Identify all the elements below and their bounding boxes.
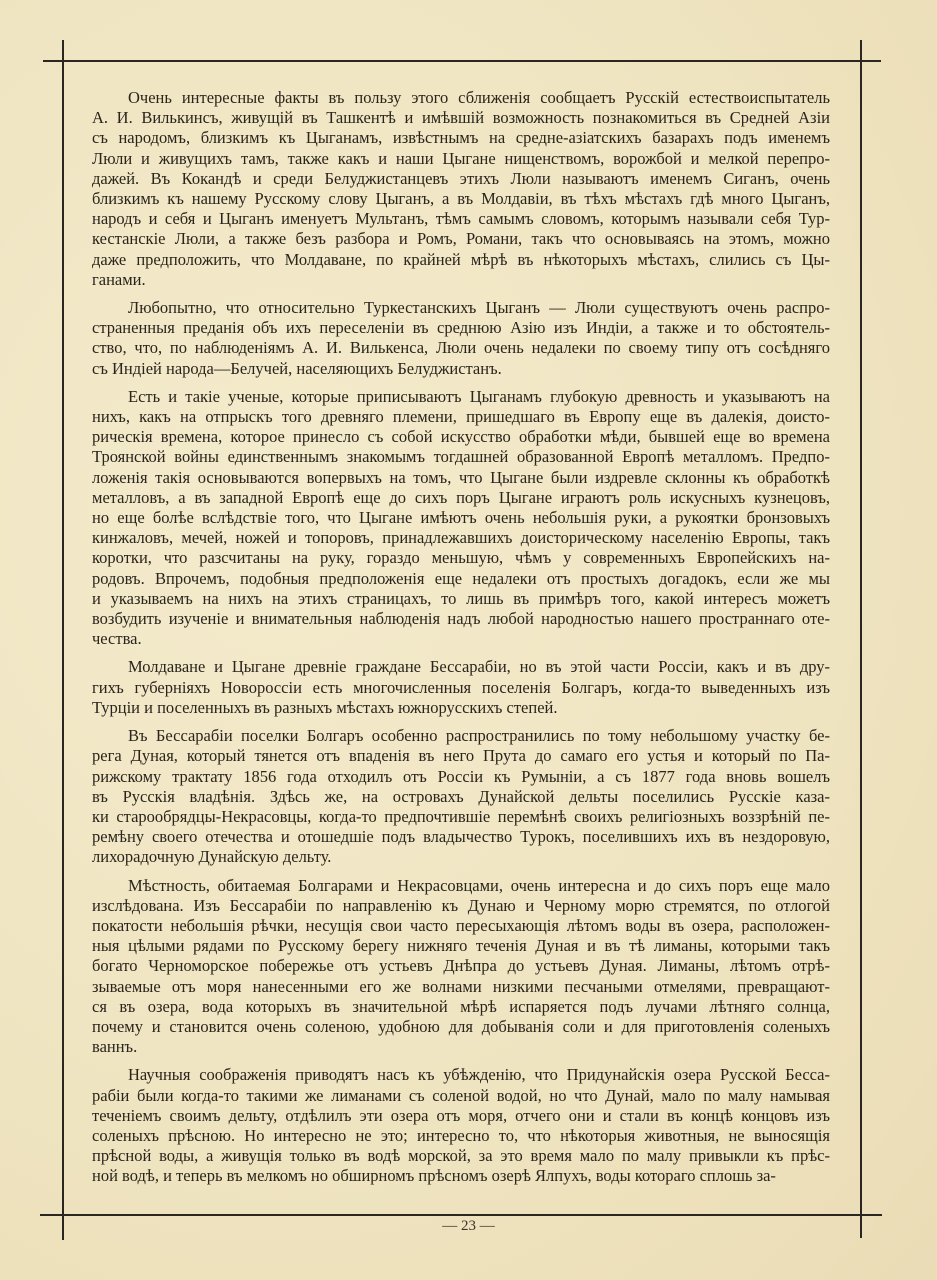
text-line: теченіемъ своимъ дельту, отдѣлилъ эти озера отъ моря, отчего они и стали въ концѣ концовъ изъ — [92, 1105, 830, 1125]
text-line: рижскому трактату 1856 года отходилъ отъ Россіи къ Румыніи, а съ 1877 года вновь вошелъ — [92, 766, 830, 786]
text-line: прѣсной воды, а живущія только въ водѣ морской, за это время мало по малу привыкли къ прѣс- — [92, 1146, 830, 1166]
text-line: Любопытно, что относительно Туркестанскихъ Цыганъ — Люли существуютъ очень распро- — [128, 298, 830, 318]
paragraph — [92, 298, 830, 379]
text-line: покатости небольшія рѣчки, несущія свои часто пересыхающія лѣтомъ воды въ озера, расположен- — [92, 915, 830, 935]
text-line: соленыхъ прѣсною. Но интересно не это; интересно то, что нѣкоторыя животныя, не выносящія — [92, 1125, 830, 1145]
text-line: ки старообрядцы-Некрасовцы, когда-то предпочтившіе перемѣнѣ своихъ религіозныхъ воззрѣній пе- — [92, 806, 830, 826]
text-line: ваннъ. — [92, 1037, 138, 1057]
text-line: Турціи и поселенныхъ въ разныхъ мѣстахъ южнорусскихъ степей. — [92, 697, 558, 717]
text-line: Очень интересные факты въ пользу этого сближенія сообщаетъ Русскій естествоиспытатель — [128, 88, 830, 107]
text-line: Есть и такіе ученые, которые приписываютъ Цыганамъ глубокую древность и указываютъ на — [128, 386, 830, 406]
text-line: но еще болѣе вслѣдствіе того, что Цыгане имѣютъ очень небольшія руки, а рукоятки бронзовыхъ — [92, 508, 830, 528]
text-line: лихорадочную Дунайскую дельту. — [92, 847, 332, 867]
text-line: почему и становится очень соленою, удобною для добыванія соли и для приготовленія соленыхъ — [92, 1016, 830, 1036]
frame-left-rule — [62, 40, 64, 1240]
text-line: чества. — [92, 629, 142, 649]
text-line: ложенія такія основываются вопервыхъ на томъ, что Цыгане были издревле склонны къ обработкѣ — [92, 467, 830, 487]
text-line: металловъ, а въ западной Европѣ еще до сихъ поръ Цыгане играютъ роль искусныхъ кузнецовъ, — [92, 487, 830, 507]
text-line: Молдаване и Цыгане древніе граждане Бессарабіи, но въ этой части Россіи, какъ и въ дру- — [128, 657, 830, 677]
text-line: ганами. — [92, 269, 146, 289]
paragraph — [92, 657, 830, 718]
paragraph — [92, 88, 830, 290]
text-line: ныя цѣлыми рядами по Русскому берегу нижняго теченія Дуная и въ тѣ лиманы, которыми такъ — [92, 936, 830, 956]
text-line: страненныя преданія объ ихъ переселеніи въ среднюю Азію изъ Индіи, а также и то обстоятель- — [92, 318, 830, 338]
text-line: народъ и себя и Цыганъ именуетъ Мультанъ, тѣмъ самымъ словомъ, которымъ называли себя Тур- — [92, 209, 830, 229]
text-line: кинжаловъ, мечей, ножей и топоровъ, принадлежавшихъ доисторическому населенію Европы, такъ — [92, 528, 830, 548]
text-line: возбудить изученіе и внимательныя наблюденія надъ любой народностью нашего пространнаго оте- — [92, 609, 830, 629]
body-text — [92, 88, 830, 1195]
text-line: Троянской войны единственнымъ знакомымъ тогдашней образованной Европѣ металломъ. Предпо- — [92, 447, 830, 467]
paragraph — [92, 1065, 830, 1186]
text-line: Въ Бессарабіи поселки Болгаръ особенно распространились по тому небольшому участку бе- — [128, 726, 830, 746]
text-line: кестанскіе Люли, а также безъ разбора и Ромъ, Романи, такъ что основываясь на этомъ, можно — [92, 229, 830, 249]
text-line: нихъ, какъ на отпрыскъ того древняго племени, пришедшаго въ Европу еще въ далекія, доисто- — [92, 407, 830, 427]
text-line: коротки, что разсчитаны на руку, гораздо меньшую, чѣмъ у современныхъ Европейскихъ на- — [92, 548, 830, 568]
text-line: дажей. Въ Кокандѣ и среди Белуджистанцевъ этихъ Люли называютъ именемъ Сиганъ, очень — [92, 168, 830, 188]
text-line: ной водѣ, и теперь въ мелкомъ но обширномъ прѣсномъ озерѣ Ялпухъ, воды котораго сплошь за- — [92, 1166, 776, 1186]
text-line: зываемые отъ моря нанесенными его же волнами низкими песчаными отмелями, превращают- — [92, 976, 830, 996]
text-line: А. И. Вилькинсъ, живущій въ Ташкентѣ и имѣвшій возможность познакомиться въ Средней Азіи — [92, 108, 830, 128]
text-line: въ Русскія владѣнія. Здѣсь же, на островахъ Дунайской дельты поселились Русскіе каза- — [92, 786, 830, 806]
text-line: богато Черноморское побережье отъ устьевъ Днѣпра до устьевъ Дуная. Лиманы, лѣтомъ отрѣ- — [92, 956, 830, 976]
text-line: ремѣну своего отечества и отошедшіе подъ владычество Турокъ, поселившихъ ихъ въ нездоровую, — [92, 827, 830, 847]
text-line: Люли и живущихъ тамъ, также какъ и наши Цыгане нищенствомъ, ворожбой и мелкой перепро- — [92, 148, 830, 168]
frame-top-rule — [43, 60, 881, 62]
paragraph — [92, 387, 830, 650]
frame-bottom-rule — [40, 1214, 882, 1216]
text-line: съ Индіей народа—Белучей, населяющихъ Белуджистанъ. — [92, 358, 502, 378]
paragraph — [92, 726, 830, 867]
paragraph — [92, 876, 830, 1058]
text-line: и указываемъ на нихъ на этихъ страницахъ, то лишь въ примѣръ того, какой интересъ можетъ — [92, 588, 830, 608]
frame-right-rule — [860, 40, 862, 1238]
page-number: — 23 — — [442, 1218, 495, 1234]
text-line: родовъ. Впрочемъ, подобныя предположенія еще недалеки отъ простыхъ догадокъ, если же мы — [92, 568, 830, 588]
text-line: ство, что, по наблюденіямъ А. И. Вилькенса, Люли очень недалеки по своему типу отъ сосѣдняго — [92, 338, 830, 358]
text-line: изслѣдована. Изъ Бессарабіи по направленію къ Дунаю и Черному морю стремятся, по отлогой — [92, 895, 830, 915]
text-line: гихъ губерніяхъ Новороссіи есть многочисленныя поселенія Болгаръ, когда-то выведенныхъ изъ — [92, 677, 830, 697]
text-line: рическія времена, которое принесло съ собой искусство обработки мѣди, бывшей еще во времена — [92, 427, 830, 447]
text-line: даже предположить, что Молдаване, по крайней мѣрѣ въ нѣкоторыхъ мѣстахъ, слились съ Цы- — [92, 249, 830, 269]
text-line: Мѣстность, обитаемая Болгарами и Некрасовцами, очень интересна и до сихъ поръ еще мало — [128, 875, 830, 895]
text-line: близкимъ къ нашему Русскому слову Цыганъ, а въ Молдавіи, въ тѣхъ мѣстахъ гдѣ много Цыганъ, — [92, 189, 830, 209]
text-line: рега Дуная, который тянется отъ впаденія въ него Прута до самаго его устья и который по Па- — [92, 746, 830, 766]
text-line: рабіи были когда-то такими же лиманами съ соленой водой, но что Дунай, мало по малу намывая — [92, 1085, 830, 1105]
text-line: ся въ озера, вода которыхъ въ значительной мѣрѣ испаряется подъ лучами лѣтняго солнца, — [92, 996, 830, 1016]
text-line: съ народомъ, близкимъ къ Цыганамъ, извѣстнымъ на средне-азіатскихъ базарахъ подъ именемъ — [92, 128, 830, 148]
text-line: Научныя соображенія приводятъ насъ къ убѣжденію, что Придунайскія озера Русской Бесса- — [128, 1065, 830, 1085]
